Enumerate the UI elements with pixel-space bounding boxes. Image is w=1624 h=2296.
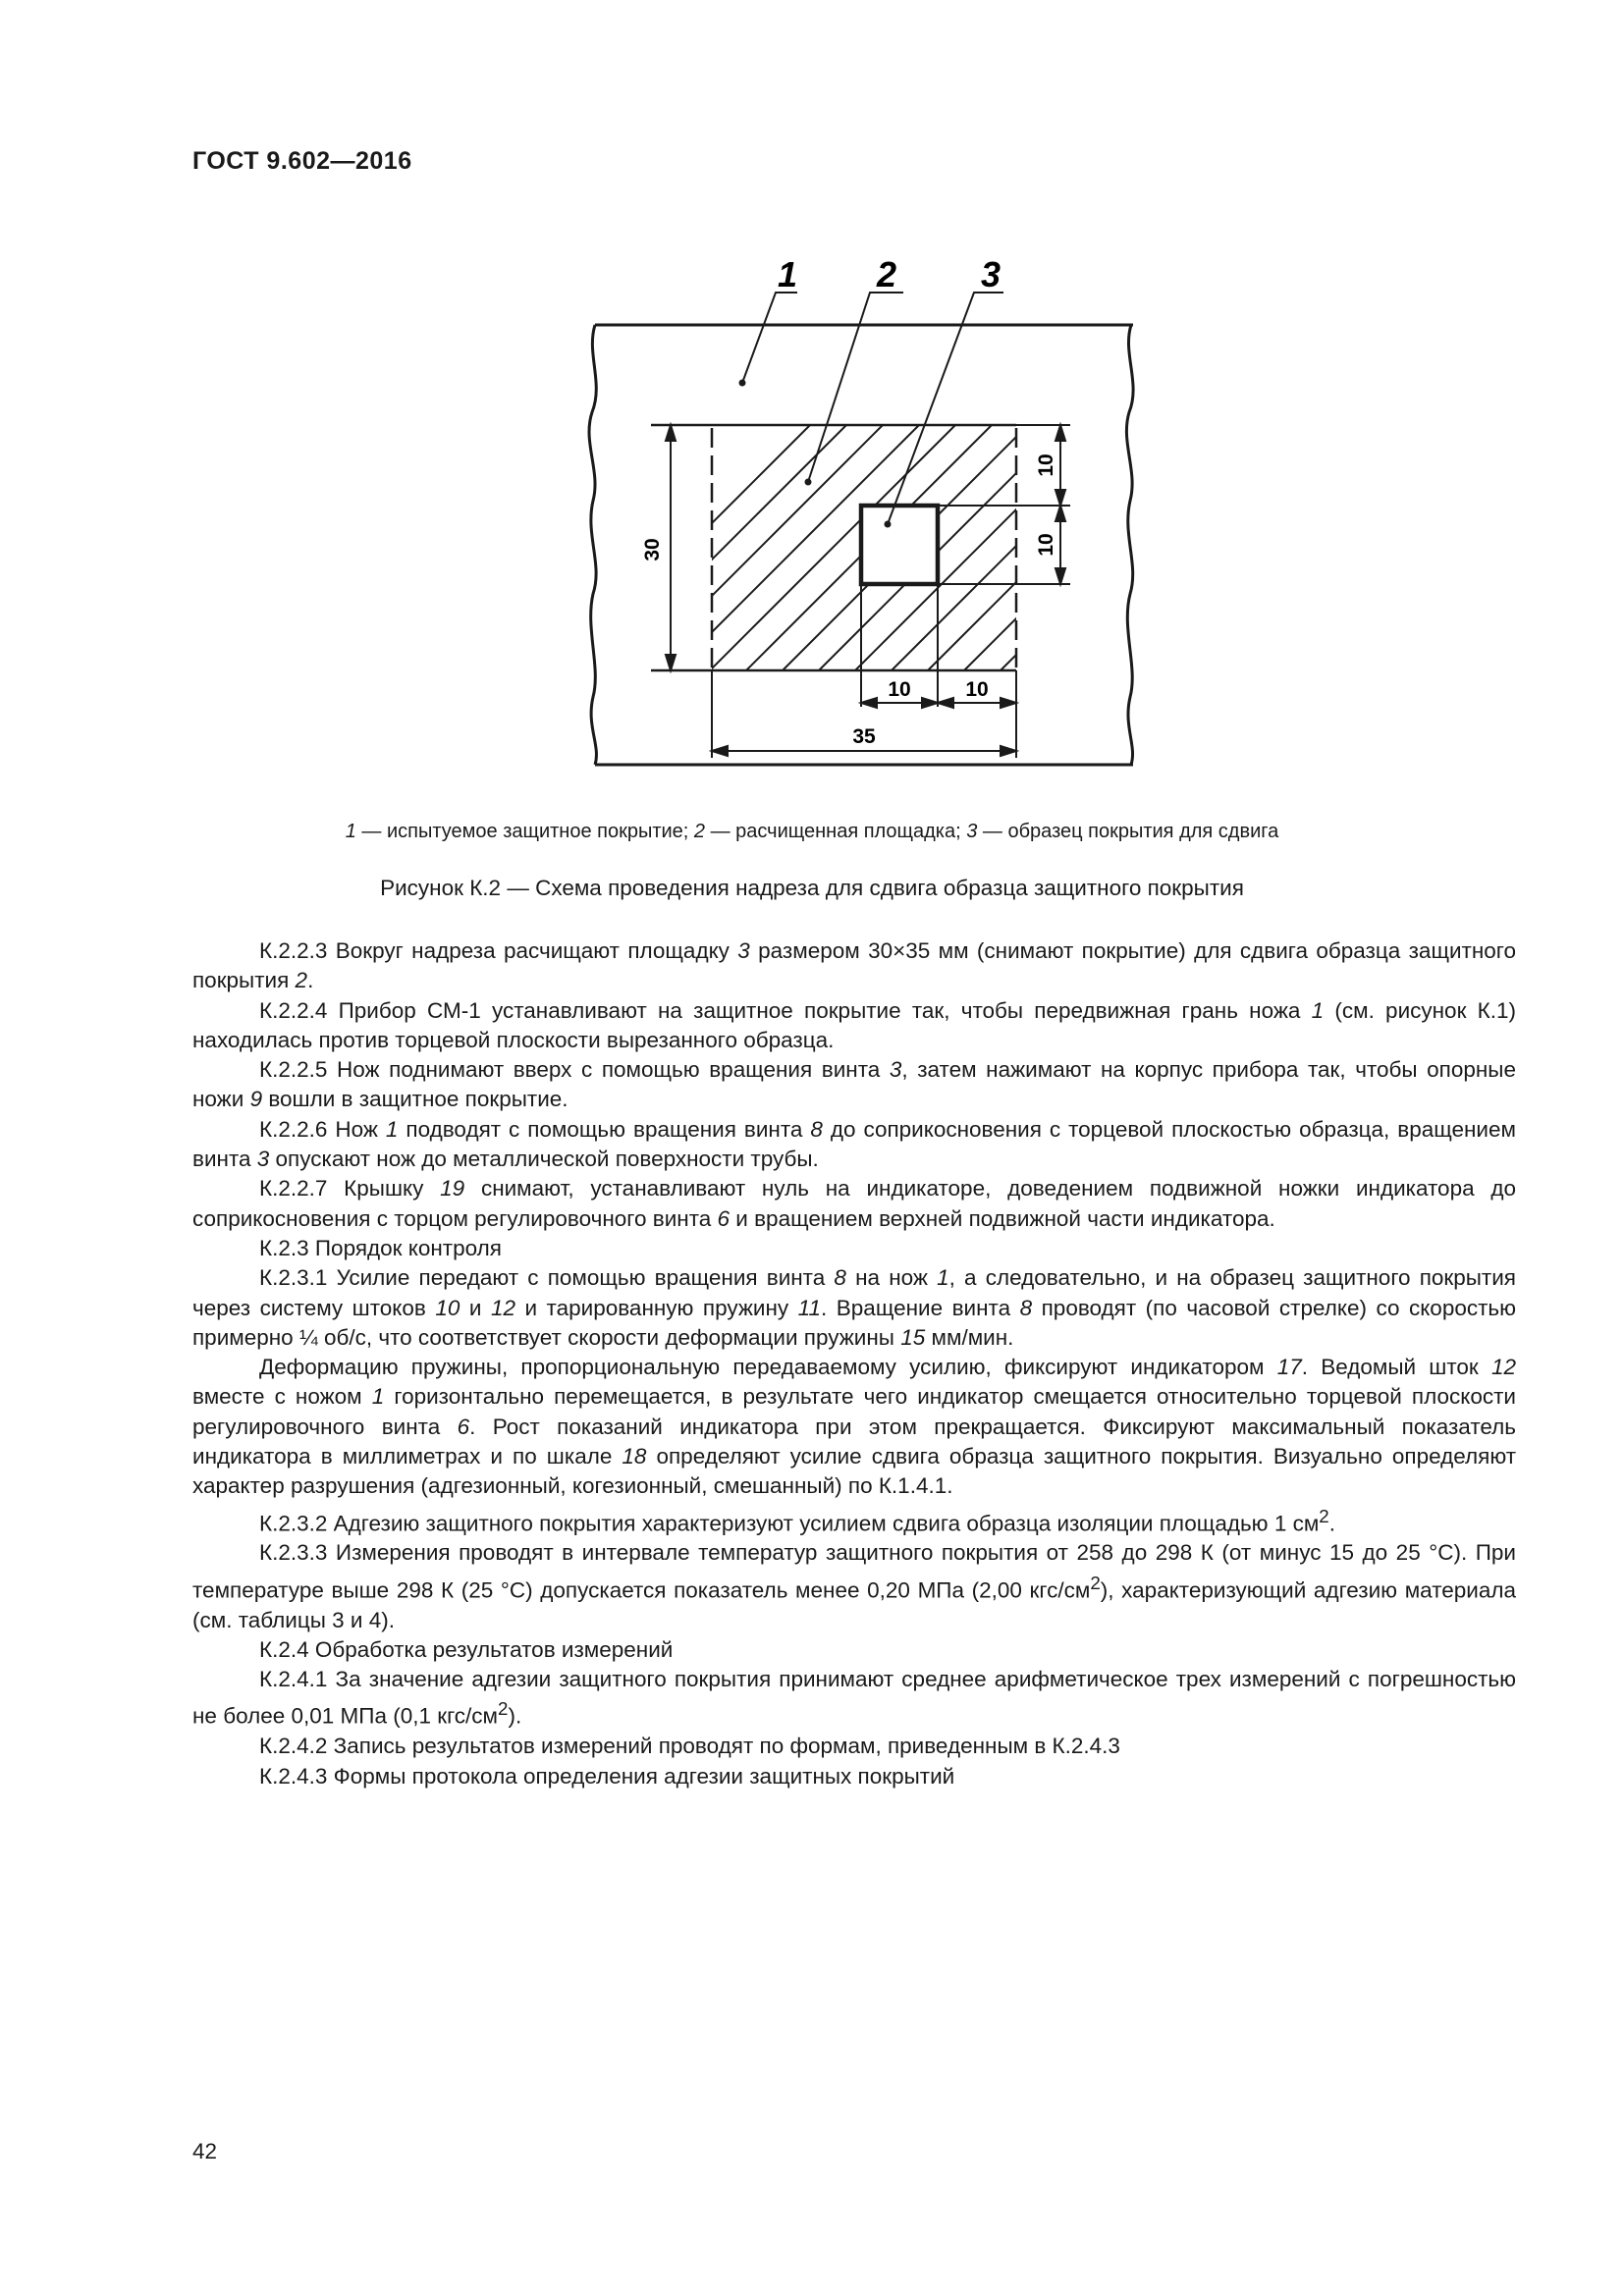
section-heading-k-2-3: К.2.3 Порядок контроля [259, 1235, 502, 1260]
section-heading-k-2-4: К.2.4 Обработка результатов измерений [259, 1636, 674, 1662]
dimension-label-10-bottom-left: 10 [888, 678, 911, 701]
figure-caption: Рисунок К.2 — Схема проведения надреза для сдвига образца защитного покрытия [380, 876, 1244, 900]
paragraph-k-2-2-6: К.2.2.6 Нож 1 подводят с помощью вращения винта 8 до соприкосновения с торцевой плоскостью образца, вращением винта 3 опускают нож до металлической поверхности трубы. [192, 1116, 1516, 1172]
paragraph-k-2-2-7: К.2.2.7 Крышку 19 снимают, устанавливают нуль на индикаторе, доведением подвижной ножки индикатора до соприкосновения с торцом регулировочного винта 6 и вращением верхней подвижной части индикатора. [192, 1176, 1517, 1231]
paragraph-k-2-3-3: К.2.3.3 Измерения проводят в интервале температур защитного покрытия от 258 до 298 К (от минус 15 до 25 °С). При температуре выше 298 К (25 °С) допускается показатель менее 0,20 МПа (2,00 кгс/$см^2$), характеризующий адгезию материала (см. таблицы 3 и 4). [192, 1540, 1516, 1632]
body-text [192, 936, 1516, 1791]
paragraph-k-2-2-3: К.2.2.3 Вокруг надреза расчищают площадку 3 размером 30×35 мм (снимают покрытие) для сдвига образца защитного покрытия 2. [192, 938, 1516, 993]
paragraph-k-2-4-1: К.2.4.1 За значение адгезии защитного покрытия принимают среднее арифметическое трех измерений с погрешностью не более 0,01 МПа (0,1 кгс/$см^2$). [192, 1667, 1516, 1729]
paragraph-k-2-4-2: К.2.4.2 Запись результатов измерений проводят по формам, приведенным в К.2.4.3 [259, 1734, 1120, 1759]
callout-label-3: 3 [981, 254, 1001, 294]
paragraph-k-2-2-5: К.2.2.5 Нож поднимают вверх с помощью вращения винта 3, затем нажимают на корпус прибора так, чтобы опорные ножи 9 вошли в защитное покрытие. [192, 1057, 1516, 1112]
dimension-label-35: 35 [852, 725, 876, 748]
paragraph-k-2-3-1: К.2.3.1 Усилие передают с помощью вращения винта 8 на нож 1, а следовательно, и на образец защитного покрытия через систему штоков 10 и 12 и тарированную пружину 11. Вращение винта 8 проводят (по часовой стрелке) со скоростью примерно ¼ об/с, что соответствует скорости деформации пружины 15 мм/мин. [192, 1265, 1516, 1350]
callout-label-1: 1 [778, 254, 798, 294]
dimension-label-10-bottom-right: 10 [965, 678, 989, 701]
dimension-label-30: 30 [641, 538, 664, 561]
page-number: 42 [192, 2139, 218, 2163]
dimension-label-10-lower: 10 [1035, 533, 1057, 557]
paragraph-k-2-4-3: К.2.4.3 Формы протокола определения адгезии защитных покрытий [259, 1763, 955, 1789]
dimension-lines [666, 425, 1065, 756]
paragraph-k-2-2-4: К.2.2.4 Прибор СМ-1 устанавливают на защитное покрытие так, чтобы передвижная грань ножа 1 (см. рисунок К.1) находилась против торцевой плоскости вырезанного образца. [192, 997, 1517, 1052]
document-header: ГОСТ 9.602—2016 [192, 147, 412, 175]
dimension-label-10-upper: 10 [1035, 454, 1057, 477]
paragraph-deformation: Деформацию пружины, пропорциональную передаваемому усилию, фиксируют индикатором 17. Ведомый шток 12 вместе с ножом 1 горизонтально перемещается, в результате чего индикатор смещается относительно торцевой плоскости регулировочного винта 6. Рост показаний индикатора при этом прекращается. Фиксируют максимальный показатель индикатора в миллиметрах и по шкале 18 определяют усилие сдвига образца защитного покрытия. Визуально определяют характер разрушения (адгезионный, когезионный, смешанный) по К.1.4.1. [192, 1355, 1517, 1499]
sample-square-background [861, 506, 938, 584]
figure-legend: 1 — испытуемое защитное покрытие; 2 — расчищенная площадка; 3 — образец покрытия для сдвига [345, 821, 1279, 842]
paragraph-k-2-3-2: К.2.3.2 Адгезию защитного покрытия характеризуют усилием сдвига образца изоляции площадью 1 $см^2$. [259, 1505, 1335, 1536]
callout-label-2: 2 [877, 254, 897, 294]
figure-k2-diagram [569, 250, 1139, 771]
